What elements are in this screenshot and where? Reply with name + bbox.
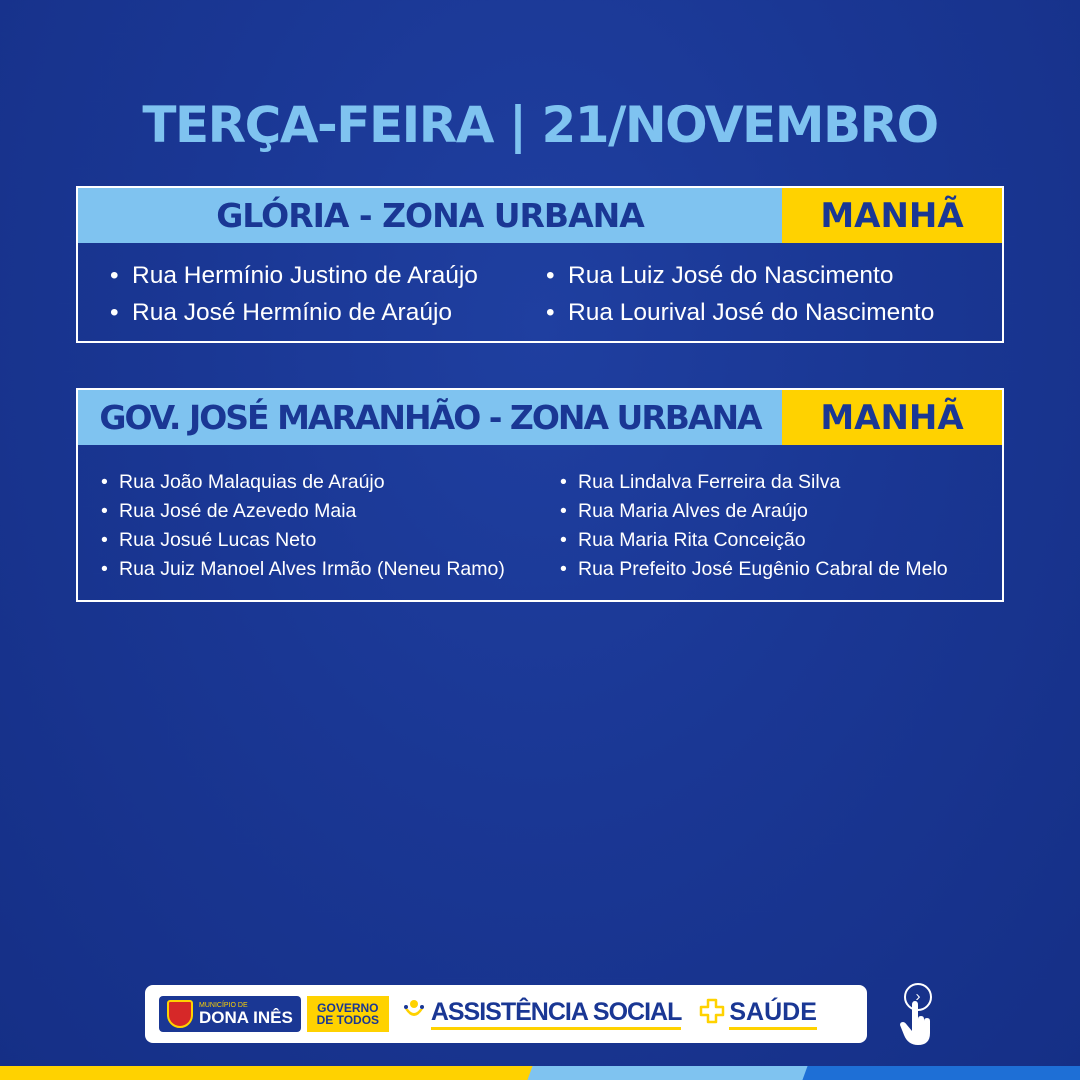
municipio-name: DONA INÊS [199, 1008, 293, 1027]
hand-icon [900, 1001, 934, 1045]
coat-of-arms-icon [167, 1000, 193, 1028]
municipio-logo [159, 996, 301, 1032]
chevron-right-icon: › [904, 983, 932, 1011]
street-item: • Rua José Hermínio de Araújo [132, 294, 568, 331]
assistencia-logo [403, 998, 682, 1030]
page-title: TERÇA-FEIRA | 21/NOVEMBRO [142, 96, 938, 154]
saude-label: SAÚDE [729, 998, 817, 1030]
street-list [78, 243, 1002, 331]
municipio-small-label: MUNICÍPIO DE [199, 1002, 248, 1009]
schedule-block-gloria [76, 186, 1004, 343]
street-item: • Rua Prefeito José Eugênio Cabral de Melo [578, 555, 948, 584]
decor-stripe-yellow [0, 1066, 545, 1080]
street-column-right [578, 468, 948, 584]
street-item: • Rua José de Azevedo Maia [119, 497, 578, 526]
people-icon [403, 999, 425, 1029]
street-item: • Rua Josué Lucas Neto [119, 526, 578, 555]
street-column-right [568, 257, 934, 331]
governo-logo: GOVERNO DE TODOS [307, 996, 389, 1032]
street-item: • Rua Luiz José do Nascimento [568, 257, 934, 294]
street-list [78, 445, 1002, 584]
block-header [78, 390, 1002, 445]
footer-logo-bar [145, 985, 867, 1043]
decor-stripe-blue [802, 1066, 1080, 1080]
assistencia-label: ASSISTÊNCIA SOCIAL [431, 998, 682, 1030]
street-column-left [119, 468, 578, 584]
street-item: • Rua Maria Alves de Araújo [578, 497, 948, 526]
street-item: • Rua Hermínio Justino de Araújo [132, 257, 568, 294]
swipe-hand-icon[interactable] [896, 983, 940, 1047]
street-item: • Rua Juiz Manoel Alves Irmão (Neneu Ramo) [119, 555, 578, 584]
street-item: • Rua João Malaquias de Araújo [119, 468, 578, 497]
health-cross-icon [699, 998, 725, 1031]
period-label: MANHÃ [782, 188, 1002, 243]
decor-stripe-lightblue [527, 1066, 822, 1080]
street-item: • Rua Maria Rita Conceição [578, 526, 948, 555]
saude-logo [699, 998, 817, 1031]
street-column-left [132, 257, 568, 331]
schedule-block-gov-jose-maranhao [76, 388, 1004, 602]
street-item: • Rua Lindalva Ferreira da Silva [578, 468, 948, 497]
block-header [78, 188, 1002, 243]
street-item: • Rua Lourival José do Nascimento [568, 294, 934, 331]
period-label: MANHÃ [782, 390, 1002, 445]
area-label: GLÓRIA - ZONA URBANA [78, 188, 782, 243]
area-label: GOV. JOSÉ MARANHÃO - ZONA URBANA [78, 390, 782, 445]
